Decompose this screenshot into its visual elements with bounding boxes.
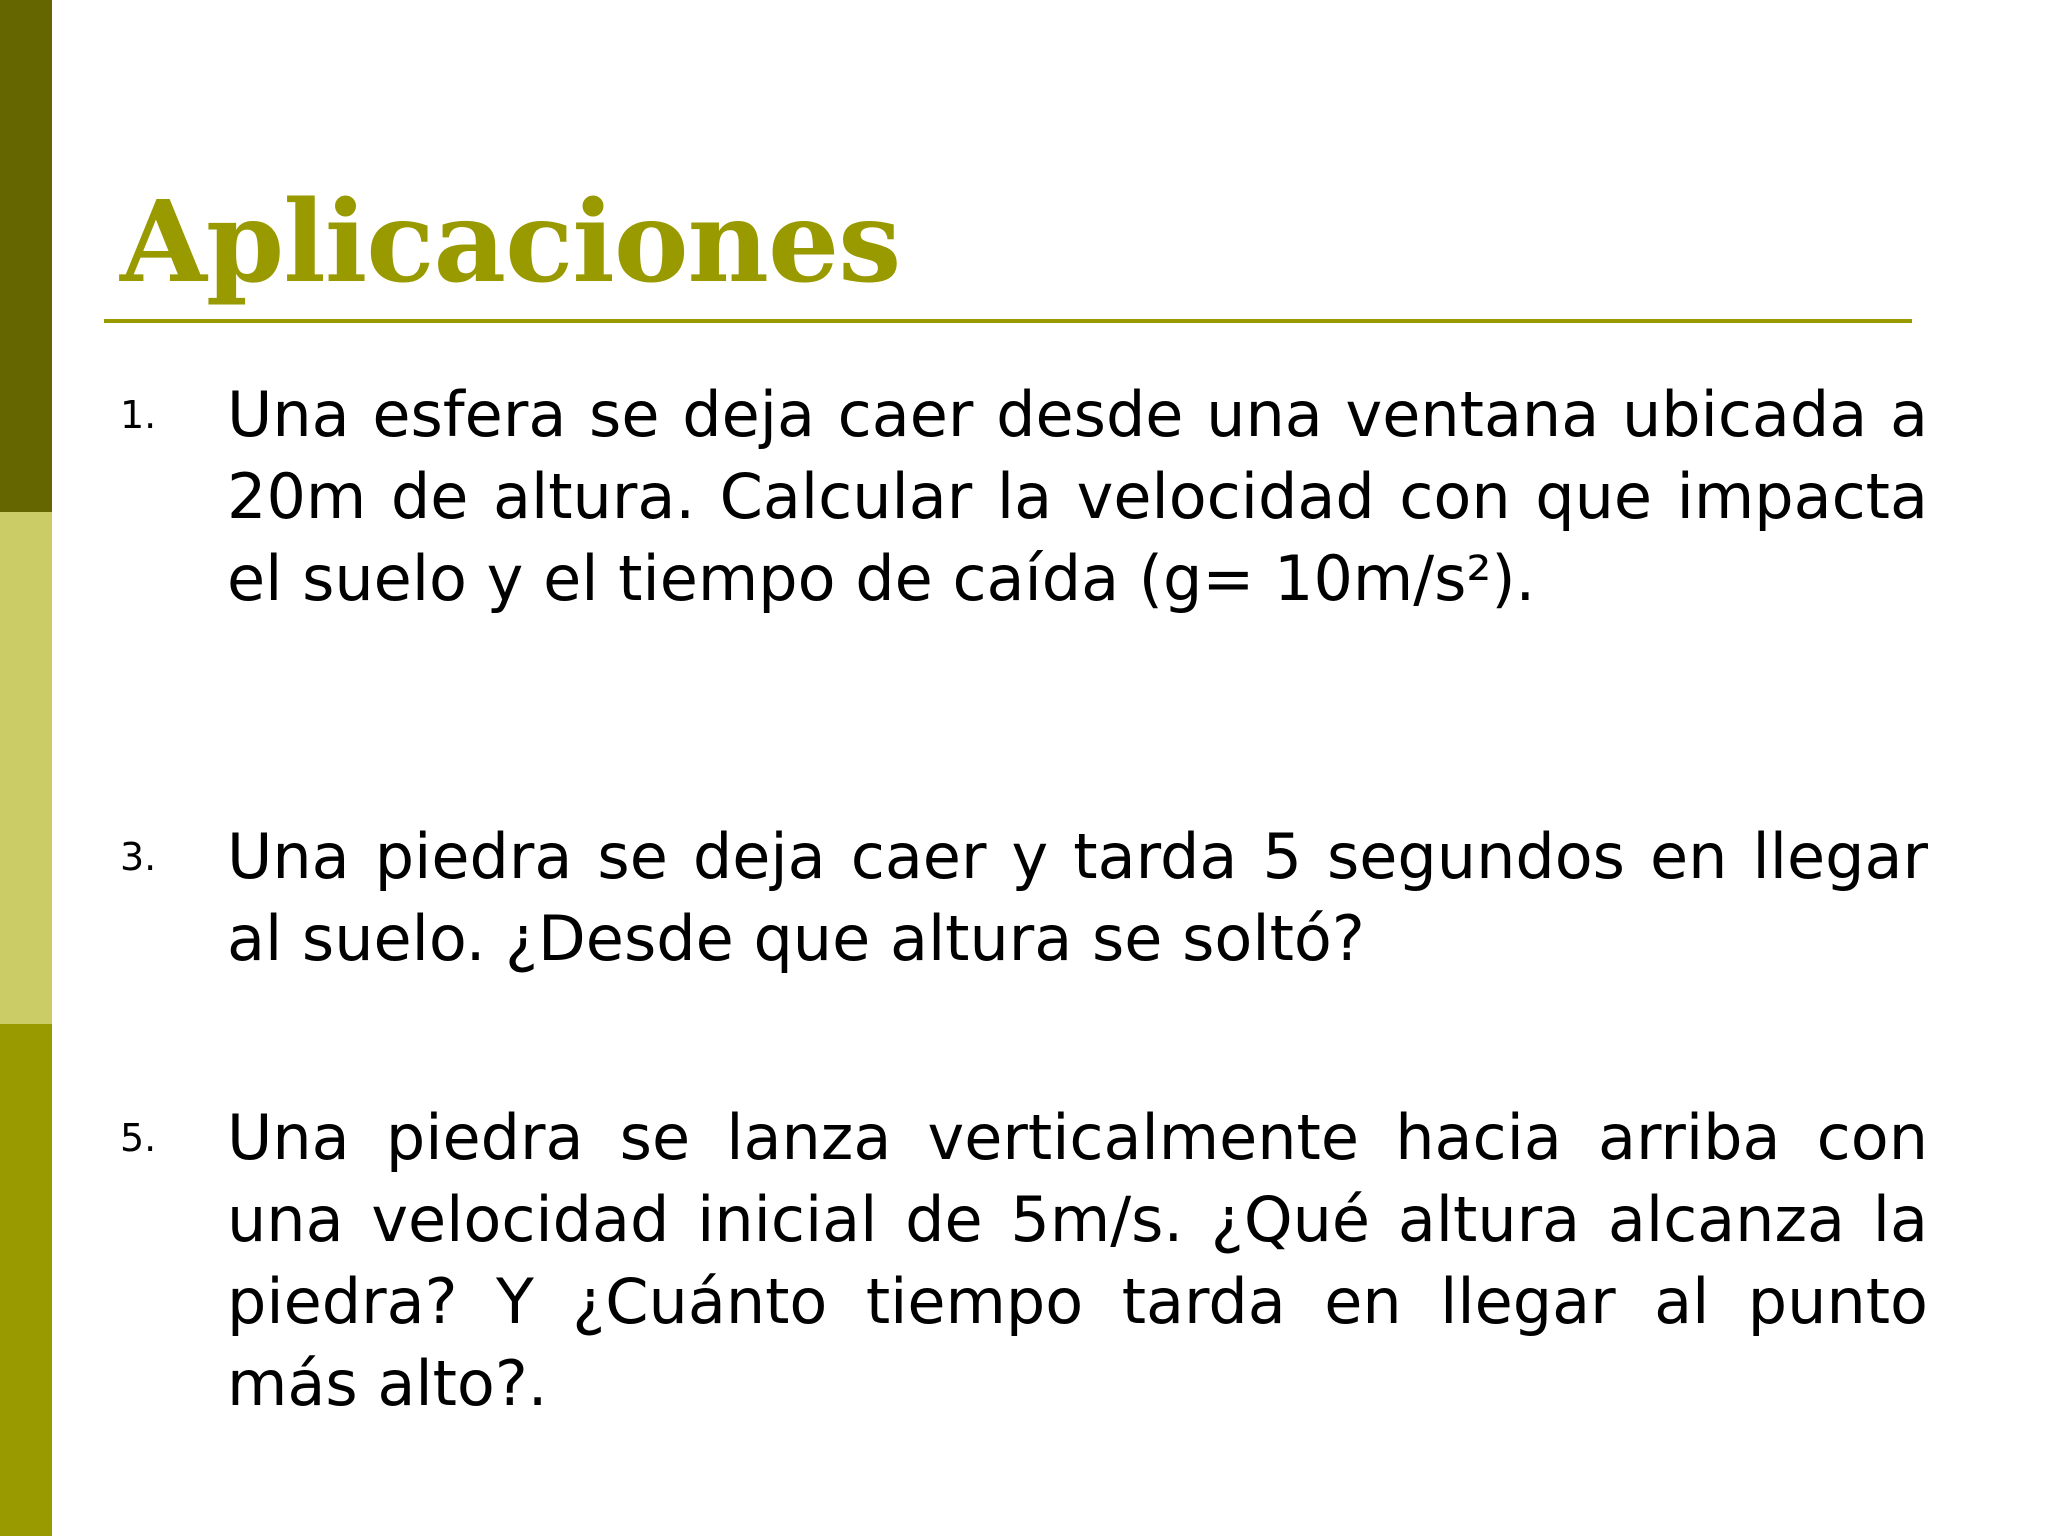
sidebar-bottom-band xyxy=(0,1024,52,1536)
problem-item-1 xyxy=(120,374,1928,620)
title-underline xyxy=(104,319,1912,323)
problem-item-5 xyxy=(120,1097,1928,1425)
problem-item-3 xyxy=(120,816,1928,980)
sidebar-middle-band xyxy=(0,512,52,1024)
problem-number: 5. xyxy=(120,1116,157,1160)
problem-number: 1. xyxy=(120,393,157,437)
problem-text: Una piedra se deja caer y tarda 5 segundos en llegar al suelo. ¿Desde que altura se soltó? xyxy=(227,820,1928,975)
problem-text: Una piedra se lanza verticalmente hacia arriba con una velocidad inicial de 5m/s. ¿Qué altura alcanza la piedra? Y ¿Cuánto tiempo tarda en llegar al punto más alto?. xyxy=(227,1101,1928,1420)
problem-number: 3. xyxy=(120,835,157,879)
sidebar-top-band xyxy=(0,0,52,512)
problem-text: Una esfera se deja caer desde una ventana ubicada a 20m de altura. Calcular la velocidad con que impacta el suelo y el tiempo de caída (g= 10m/s²). xyxy=(227,378,1928,615)
slide-title: Aplicaciones xyxy=(120,177,901,308)
